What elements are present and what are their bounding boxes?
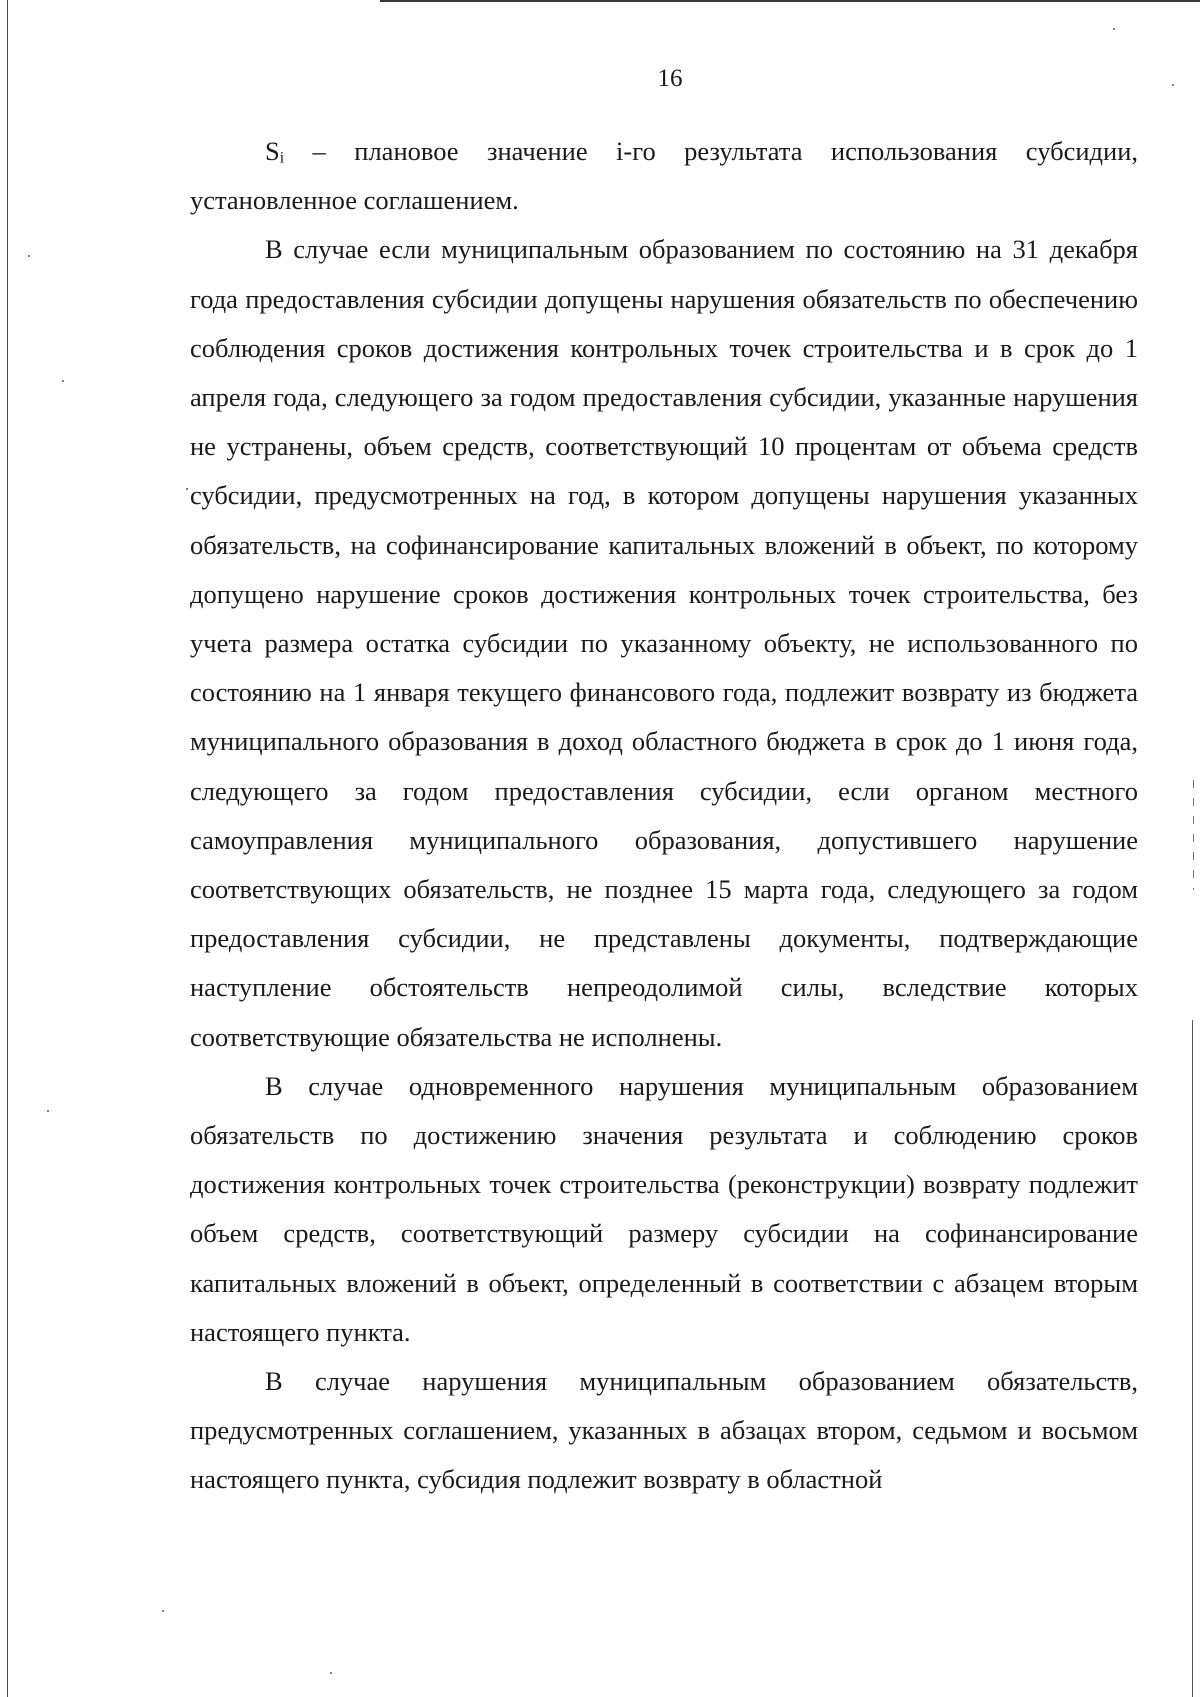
scan-edge-left [7,0,8,1697]
scan-speck [186,488,188,490]
scan-speck [62,380,64,382]
scan-edge-dashes [1193,780,1194,890]
paragraph: Sᵢ – плановое значение i-го результата использования субсидии, установленное соглашением. [190,136,1138,216]
scan-speck [47,1110,49,1112]
scan-edge-top [380,0,1200,2]
page-number: 16 [657,65,683,92]
scan-speck [330,1672,332,1674]
paragraph: В случае одновременного нарушения муниципальным образованием обязательств по достижению значения результата и соблюдению сроков достижения контрольных точек строительства (реконструкции) возврату подлежит объем средств, соответствующий размеру субсидии на софинансирование капитальных вложений в объект, определенный в соответствии с абзацем вторым настоящего пункта. [190,1070,1138,1347]
scan-edge-right [1192,1020,1193,1697]
scan-speck [1113,28,1115,30]
scan-speck [28,255,30,257]
paragraph: В случае нарушения муниципальным образованием обязательств, предусмотренных соглашением, указанных в абзацах втором, седьмом и восьмом настоящего пункта, субсидия подлежит возврату в областной [190,1366,1138,1495]
paragraph: В случае если муниципальным образованием по состоянию на 31 декабря года предоставления субсидии допущены нарушения обязательств по обеспечению соблюдения сроков достижения контрольных точек строительства и в срок до 1 апреля года, следующего за годом предоставления субсидии, указанные нарушения не устранены, объем средств, соответствующий 10 процентам от объема средств субсидии, предусмотренных на год, в котором допущены нарушения указанных обязательств, на софинансирование капитальных вложений в объект, по которому допущено нарушение сроков достижения контрольных точек строительства, без учета размера остатка субсидии по указанному объекту, не использованного по состоянию на 1 января текущего финансового года, подлежит возврату из бюджета муниципального образования в доход областного бюджета в срок до 1 июня года, следующего за годом предоставления субсидии, если органом местного самоуправления муниципального образования, допустившего нарушение соответствующих обязательств, не позднее 15 марта года, следующего за годом предоставления субсидии, не представлены документы, подтверждающие наступление обстоятельств непреодолимой силы, вследствие которых соответствующие обязательства не исполнены. [190,234,1138,1052]
document-body [190,127,1138,1505]
scan-speck [162,1610,164,1612]
